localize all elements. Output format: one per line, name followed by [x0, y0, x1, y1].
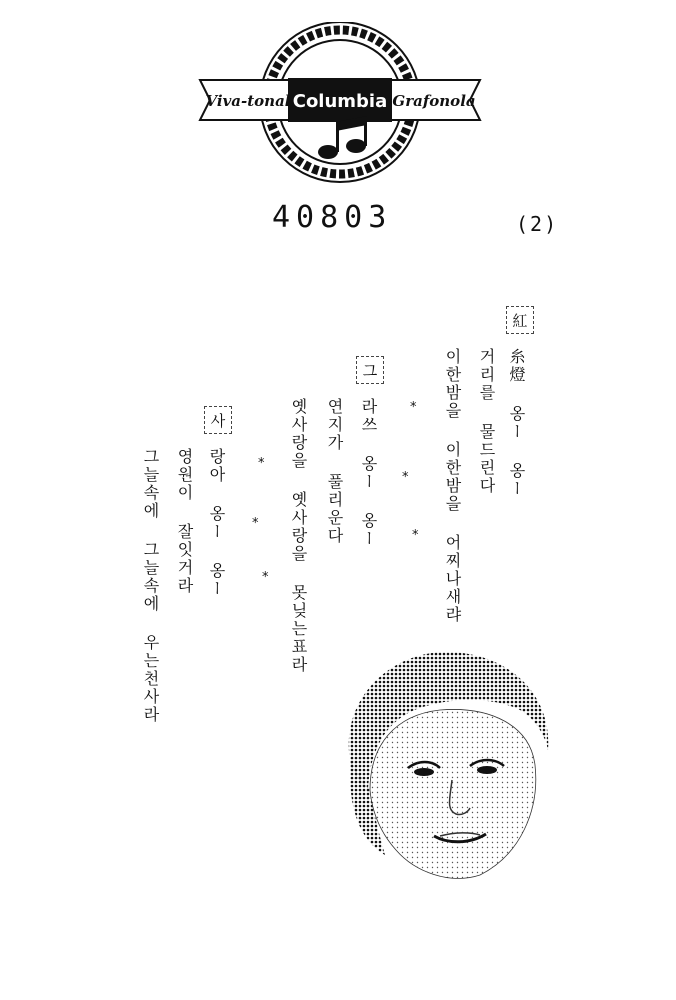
verse-3-line-2: 영원이 잘잇거라 — [175, 448, 194, 595]
star: * — [262, 570, 269, 585]
star: * — [258, 456, 265, 471]
verse-2-marker: 그 — [356, 356, 384, 384]
verse-1-marker: 紅 — [506, 306, 534, 334]
star: * — [252, 516, 259, 531]
singer-portrait — [330, 640, 560, 885]
verse-1-line-2: 거리를 물드린다 — [477, 348, 496, 495]
verse-3-marker: 사 — [204, 406, 232, 434]
verse-1-line-3: 이한밤을 이한밤을 어찌나새랴 — [443, 348, 462, 624]
logo-right-text: Grafonola — [392, 92, 476, 110]
verse-2-line-1: 라쓰 옹ー 옹ー — [359, 398, 378, 548]
verse-3-line-3: 그늘속에 그늘속에 우는천사라 — [141, 448, 160, 724]
star: * — [412, 528, 419, 543]
star: * — [410, 400, 417, 415]
columbia-logo — [190, 22, 490, 192]
catalog-number: 40803 — [272, 200, 393, 235]
verse-1-line-1: 糸燈 옹ー 옹ー — [507, 348, 526, 498]
star: * — [402, 470, 409, 485]
logo-center-text: Columbia — [292, 91, 388, 112]
verse-3-line-1: 랑아 옹ー 옹ー — [207, 448, 226, 598]
verse-2-line-3: 옛사랑을 옛사랑을 못닞는표라 — [289, 398, 308, 674]
side-label: (2) — [516, 212, 559, 236]
verse-2-line-2: 연지가 풀리운다 — [325, 398, 344, 545]
logo-left-text: Viva-tonal — [205, 92, 291, 110]
